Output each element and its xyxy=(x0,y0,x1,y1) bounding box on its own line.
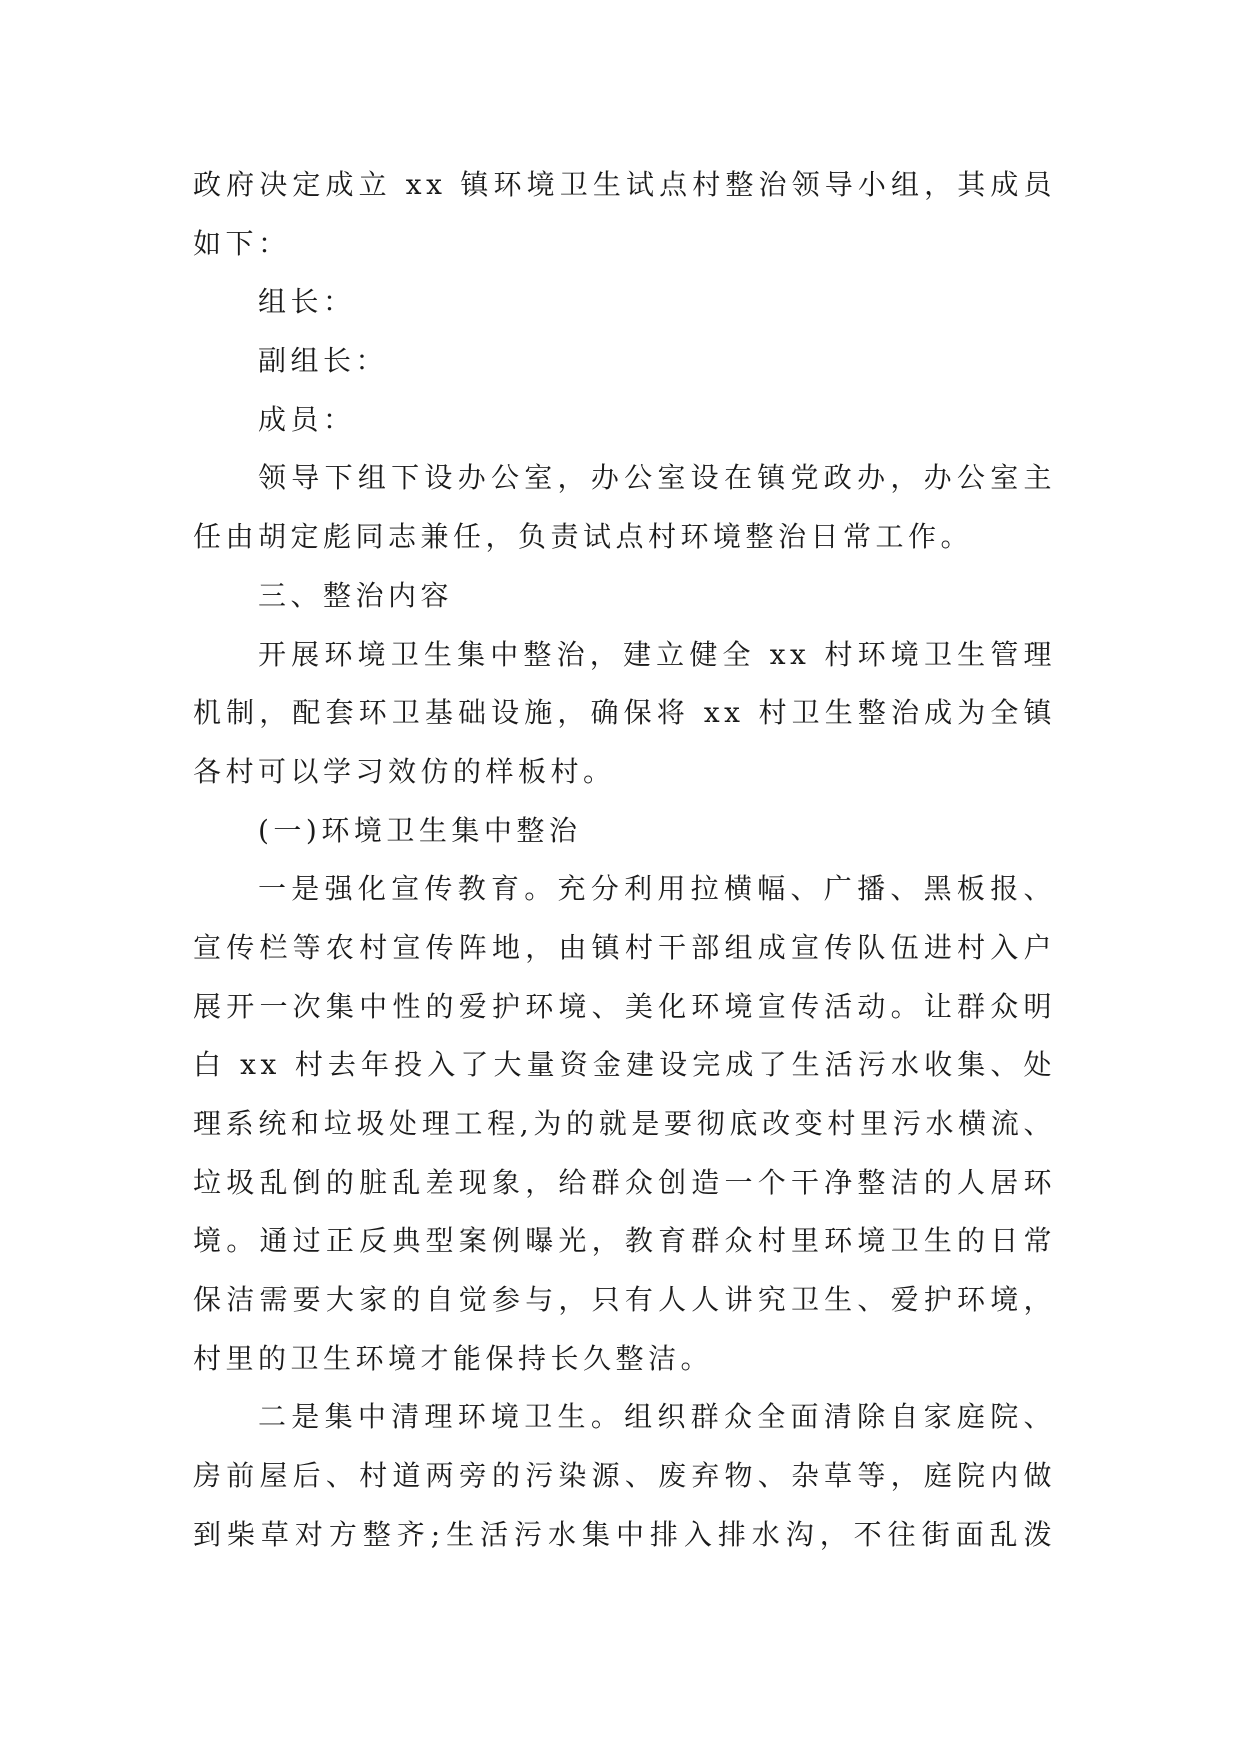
paragraph-group-leader xyxy=(193,273,1056,332)
paragraph-leading-group xyxy=(193,156,1056,273)
section-heading xyxy=(193,567,1056,626)
text-line: 成员： xyxy=(258,402,356,436)
heading-line: (一)环境卫生集中整治 xyxy=(258,813,582,847)
text-line: 村里的卫生环境才能保持长久整洁。 xyxy=(193,1341,714,1375)
text-line: 一是强化宣传教育。充分利用拉横幅、广播、黑板报、 xyxy=(258,872,1056,906)
text-line: 机制，配套环卫基础设施，确保将 xx 村卫生整治成为全镇 xyxy=(193,696,1056,730)
text-line: 保洁需要大家的自觉参与，只有人人讲究卫生、爱护环境， xyxy=(193,1283,1056,1317)
document-body xyxy=(193,156,1056,1565)
text-line: 如下： xyxy=(193,226,291,260)
paragraph-office xyxy=(193,449,1056,566)
text-line: 二是集中清理环境卫生。组织群众全面清除自家庭院、 xyxy=(258,1400,1056,1434)
text-line: 各村可以学习效仿的样板村。 xyxy=(193,754,616,788)
text-line: 到柴草对方整齐;生活污水集中排入排水沟，不往街面乱泼 xyxy=(193,1517,1056,1551)
text-line: 境。通过正反典型案例曝光，教育群众村里环境卫生的日常 xyxy=(193,1224,1056,1258)
paragraph-cleanup xyxy=(193,1388,1056,1564)
text-line: 副组长： xyxy=(258,344,389,378)
text-line: 房前屋后、村道两旁的污染源、废弃物、杂草等，庭院内做 xyxy=(193,1459,1056,1493)
text-line: 开展环境卫生集中整治，建立健全 xx 村环境卫生管理 xyxy=(258,637,1056,671)
paragraph-publicity xyxy=(193,860,1056,1388)
text-line: 白 xx 村去年投入了大量资金建设完成了生活污水收集、处 xyxy=(193,1048,1056,1082)
text-line: 领导下组下设办公室，办公室设在镇党政办，办公室主 xyxy=(258,461,1056,495)
text-line: 组长： xyxy=(258,285,356,319)
heading-line: 三、整治内容 xyxy=(258,578,454,612)
paragraph-members xyxy=(193,391,1056,450)
text-line: 展开一次集中性的爱护环境、美化环境宣传活动。让群众明 xyxy=(193,989,1056,1023)
paragraph-content-intro xyxy=(193,626,1056,802)
text-line: 任由胡定彪同志兼任，负责试点村环境整治日常工作。 xyxy=(193,520,974,554)
subsection-heading xyxy=(193,802,1056,861)
paragraph-deputy-leader xyxy=(193,332,1056,391)
text-line: 宣传栏等农村宣传阵地，由镇村干部组成宣传队伍进村入户 xyxy=(193,930,1056,964)
text-line: 政府决定成立 xx 镇环境卫生试点村整治领导小组，其成员 xyxy=(193,168,1056,201)
text-line: 理系统和垃圾处理工程,为的就是要彻底改变村里污水横流、 xyxy=(193,1107,1056,1140)
text-line: 垃圾乱倒的脏乱差现象，给群众创造一个干净整洁的人居环 xyxy=(193,1165,1056,1199)
